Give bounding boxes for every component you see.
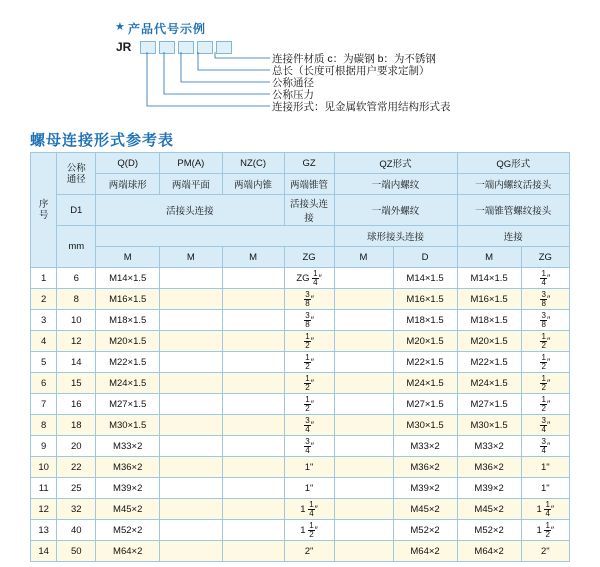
cell-dn: 8 <box>57 289 96 310</box>
cell-seq: 14 <box>31 541 57 562</box>
header-sub-qz-m: M <box>334 247 393 268</box>
table-row <box>31 457 570 478</box>
cell-q: M16×1.5 <box>96 289 160 310</box>
cell-qg-zg: $\frac{1}{4}$ ″ <box>521 268 569 289</box>
table-row <box>31 478 570 499</box>
cell-qg-m: M52×2 <box>457 520 521 541</box>
cell-q: M20×1.5 <box>96 331 160 352</box>
cell-qz-m <box>334 457 393 478</box>
cell-qg-zg: 1" <box>521 478 569 499</box>
cell-qg-zg: $\frac{1}{2}$ ″ <box>521 352 569 373</box>
cell-dn: 20 <box>57 436 96 457</box>
cell-qz-d: M27×1.5 <box>393 394 457 415</box>
cell-dn: 16 <box>57 394 96 415</box>
cell-qz-d: M14×1.5 <box>393 268 457 289</box>
cell-gz: $\frac{3}{4}$ ″ <box>284 436 334 457</box>
code-prefix: JR <box>116 40 132 54</box>
cell-nz <box>222 352 284 373</box>
cell-pm <box>160 394 222 415</box>
cell-pm <box>160 373 222 394</box>
cell-qg-m: M18×1.5 <box>457 310 521 331</box>
cell-pm <box>160 268 222 289</box>
cell-nz <box>222 520 284 541</box>
cell-dn: 15 <box>57 373 96 394</box>
callout-nominal-diameter: 公称通径 <box>272 77 314 89</box>
header-sub-nz: M <box>222 247 284 268</box>
nut-connection-table <box>30 152 570 562</box>
table-row <box>31 541 570 562</box>
cell-qz-m <box>334 310 393 331</box>
cell-qz-m <box>334 331 393 352</box>
cell-qg-m: M33×2 <box>457 436 521 457</box>
header-spacer <box>96 226 334 247</box>
cell-qz-m <box>334 541 393 562</box>
header-sub-pm: M <box>160 247 222 268</box>
cell-q: M30×1.5 <box>96 415 160 436</box>
header-form-pm: 两端平面 <box>160 174 222 195</box>
cell-dn: 40 <box>57 520 96 541</box>
cell-q: M27×1.5 <box>96 394 160 415</box>
cell-seq: 12 <box>31 499 57 520</box>
cell-qz-m <box>334 373 393 394</box>
cell-qg-m: M39×2 <box>457 478 521 499</box>
header-form-qz-a: 一端内螺纹 <box>334 174 457 195</box>
header-group-q-code: Q(D) <box>96 153 160 174</box>
cell-qg-m: M36×2 <box>457 457 521 478</box>
header-group-qz-code: QZ形式 <box>334 153 457 174</box>
cell-nz <box>222 373 284 394</box>
cell-seq: 3 <box>31 310 57 331</box>
cell-nz <box>222 289 284 310</box>
cell-qz-d: M18×1.5 <box>393 310 457 331</box>
section-title: 螺母连接形式参考表 <box>30 132 175 149</box>
cell-seq: 11 <box>31 478 57 499</box>
table-row <box>31 436 570 457</box>
cell-qz-m <box>334 436 393 457</box>
cell-q: M33×2 <box>96 436 160 457</box>
cell-pm <box>160 331 222 352</box>
table-header-subs <box>31 247 570 268</box>
cell-qz-d: M22×1.5 <box>393 352 457 373</box>
cell-qg-zg: $\frac{3}{8}$ ″ <box>521 310 569 331</box>
cell-seq: 10 <box>31 457 57 478</box>
table-row <box>31 352 570 373</box>
table-body <box>31 153 570 562</box>
cell-q: M64×2 <box>96 541 160 562</box>
header-group-nz-code: NZ(C) <box>222 153 284 174</box>
cell-pm <box>160 499 222 520</box>
header-join-qz: 球形接头连接 <box>334 226 457 247</box>
table-header-joins <box>31 195 570 226</box>
cell-dn: 22 <box>57 457 96 478</box>
cell-nz <box>222 331 284 352</box>
cell-dn: 32 <box>57 499 96 520</box>
cell-pm <box>160 541 222 562</box>
cell-seq: 4 <box>31 331 57 352</box>
cell-q: M36×2 <box>96 457 160 478</box>
header-form-qg-b: 一端锥管螺纹接头 <box>457 195 569 226</box>
table-row <box>31 394 570 415</box>
cell-gz: $\frac{1}{2}$ ″ <box>284 394 334 415</box>
cell-gz: $\frac{1}{2}$ ″ <box>284 352 334 373</box>
cell-qg-m: M20×1.5 <box>457 331 521 352</box>
header-group-gz-code: GZ <box>284 153 334 174</box>
cell-pm <box>160 520 222 541</box>
header-join-gz: 活接头连接 <box>284 195 334 226</box>
cell-nz <box>222 436 284 457</box>
cell-nz <box>222 310 284 331</box>
cell-qz-d: M30×1.5 <box>393 415 457 436</box>
header-seq <box>31 153 57 268</box>
cell-qz-d: M64×2 <box>393 541 457 562</box>
cell-qz-d: M52×2 <box>393 520 457 541</box>
header-sub-qg-m: M <box>457 247 521 268</box>
cell-qz-m <box>334 394 393 415</box>
cell-dn: 25 <box>57 478 96 499</box>
table-row <box>31 520 570 541</box>
cell-qz-m <box>334 478 393 499</box>
cell-qz-d: M33×2 <box>393 436 457 457</box>
cell-qg-m: M16×1.5 <box>457 289 521 310</box>
callout-material: 连接件材质 c：为碳钢 b：为不锈钢 <box>272 53 436 65</box>
cell-qg-m: M45×2 <box>457 499 521 520</box>
header-join-qg: 连接 <box>457 226 569 247</box>
cell-gz: ZG $\frac{1}{4}$ ″ <box>284 268 334 289</box>
cell-gz: 1" <box>284 457 334 478</box>
table-header-codes <box>31 153 570 174</box>
cell-pm <box>160 415 222 436</box>
product-code-legend <box>0 0 600 130</box>
cell-gz: $\frac{3}{8}$ ″ <box>284 289 334 310</box>
header-form-qz-b: 一端外螺纹 <box>334 195 457 226</box>
cell-pm <box>160 457 222 478</box>
table-row <box>31 289 570 310</box>
cell-dn: 14 <box>57 352 96 373</box>
cell-qg-m: M27×1.5 <box>457 394 521 415</box>
cell-q: M14×1.5 <box>96 268 160 289</box>
header-form-nz: 两端内锥 <box>222 174 284 195</box>
cell-qg-zg: $\frac{1}{2}$ ″ <box>521 394 569 415</box>
cell-qz-d: M39×2 <box>393 478 457 499</box>
cell-seq: 6 <box>31 373 57 394</box>
cell-q: M45×2 <box>96 499 160 520</box>
cell-qz-m <box>334 520 393 541</box>
cell-pm <box>160 478 222 499</box>
cell-pm <box>160 289 222 310</box>
table-row <box>31 310 570 331</box>
cell-seq: 2 <box>31 289 57 310</box>
header-seq-text: 序 号 <box>38 199 49 221</box>
cell-gz: 1 $\frac{1}{2}$ ″ <box>284 520 334 541</box>
cell-q: M18×1.5 <box>96 310 160 331</box>
cell-seq: 13 <box>31 520 57 541</box>
header-form-q: 两端球形 <box>96 174 160 195</box>
header-join-q: 活接头连接 <box>96 195 284 226</box>
header-dn: 公称 通径 <box>57 153 96 195</box>
cell-q: M22×1.5 <box>96 352 160 373</box>
cell-qg-zg: $\frac{3}{4}$ ″ <box>521 436 569 457</box>
cell-qg-zg: $\frac{3}{8}$ ″ <box>521 289 569 310</box>
header-sub-q: M <box>96 247 160 268</box>
callout-nominal-pressure: 公称压力 <box>272 89 314 101</box>
cell-gz: $\frac{3}{8}$ ″ <box>284 310 334 331</box>
cell-qg-zg: 1 $\frac{1}{4}$ ″ <box>521 499 569 520</box>
cell-qz-m <box>334 352 393 373</box>
cell-qg-zg: $\frac{1}{2}$ ″ <box>521 331 569 352</box>
cell-qz-d: M16×1.5 <box>393 289 457 310</box>
cell-seq: 9 <box>31 436 57 457</box>
header-sub-gz: ZG <box>284 247 334 268</box>
header-form-gz: 两端锥管 <box>284 174 334 195</box>
cell-qg-m: M30×1.5 <box>457 415 521 436</box>
cell-dn: 10 <box>57 310 96 331</box>
cell-qz-d: M20×1.5 <box>393 331 457 352</box>
cell-qz-d: M36×2 <box>393 457 457 478</box>
cell-nz <box>222 415 284 436</box>
header-sub-qg-zg: ZG <box>521 247 569 268</box>
header-d1: D1 <box>57 195 96 226</box>
cell-nz <box>222 541 284 562</box>
cell-qz-m <box>334 499 393 520</box>
cell-dn: 6 <box>57 268 96 289</box>
callout-length: 总长（长度可根据用户要求定制） <box>272 65 430 77</box>
cell-qg-m: M64×2 <box>457 541 521 562</box>
cell-gz: $\frac{1}{2}$ ″ <box>284 373 334 394</box>
cell-dn: 50 <box>57 541 96 562</box>
star-icon: ★ <box>115 21 125 33</box>
cell-qz-m <box>334 268 393 289</box>
cell-nz <box>222 268 284 289</box>
table-row <box>31 415 570 436</box>
cell-pm <box>160 352 222 373</box>
cell-nz <box>222 394 284 415</box>
cell-nz <box>222 478 284 499</box>
cell-qg-zg: 1 $\frac{1}{2}$ ″ <box>521 520 569 541</box>
cell-nz <box>222 457 284 478</box>
cell-seq: 1 <box>31 268 57 289</box>
header-form-qg-a: 一端内螺纹活接头 <box>457 174 569 195</box>
cell-gz: $\frac{1}{2}$ ″ <box>284 331 334 352</box>
cell-gz: 2" <box>284 541 334 562</box>
table-row <box>31 268 570 289</box>
cell-qg-m: M22×1.5 <box>457 352 521 373</box>
cell-pm <box>160 436 222 457</box>
header-sub-qz-d: D <box>393 247 457 268</box>
header-mm: mm <box>57 226 96 268</box>
cell-seq: 5 <box>31 352 57 373</box>
cell-qz-d: M45×2 <box>393 499 457 520</box>
cell-qg-zg: 2" <box>521 541 569 562</box>
cell-qz-m <box>334 289 393 310</box>
cell-qg-zg: $\frac{3}{4}$ ″ <box>521 415 569 436</box>
cell-gz: 1 $\frac{1}{4}$ ″ <box>284 499 334 520</box>
cell-nz <box>222 499 284 520</box>
cell-qg-m: M24×1.5 <box>457 373 521 394</box>
cell-qg-zg: $\frac{1}{2}$ ″ <box>521 373 569 394</box>
table-row <box>31 499 570 520</box>
cell-dn: 18 <box>57 415 96 436</box>
header-group-qg-code: QG形式 <box>457 153 569 174</box>
cell-gz: 1" <box>284 478 334 499</box>
table-row <box>31 331 570 352</box>
table-header-joins2 <box>31 226 570 247</box>
cell-qz-m <box>334 415 393 436</box>
legend-title: 产品代号示例 <box>128 22 207 36</box>
table-header-forms <box>31 174 570 195</box>
cell-q: M39×2 <box>96 478 160 499</box>
cell-pm <box>160 310 222 331</box>
cell-dn: 12 <box>57 331 96 352</box>
cell-seq: 7 <box>31 394 57 415</box>
header-group-pm-code: PM(A) <box>160 153 222 174</box>
cell-q: M24×1.5 <box>96 373 160 394</box>
cell-seq: 8 <box>31 415 57 436</box>
cell-qz-d: M24×1.5 <box>393 373 457 394</box>
callout-connection-type: 连接形式：见金属软管常用结构形式表 <box>272 101 451 113</box>
cell-gz: $\frac{3}{4}$ ″ <box>284 415 334 436</box>
table-row <box>31 373 570 394</box>
cell-q: M52×2 <box>96 520 160 541</box>
cell-qg-m: M14×1.5 <box>457 268 521 289</box>
cell-qg-zg: 1" <box>521 457 569 478</box>
